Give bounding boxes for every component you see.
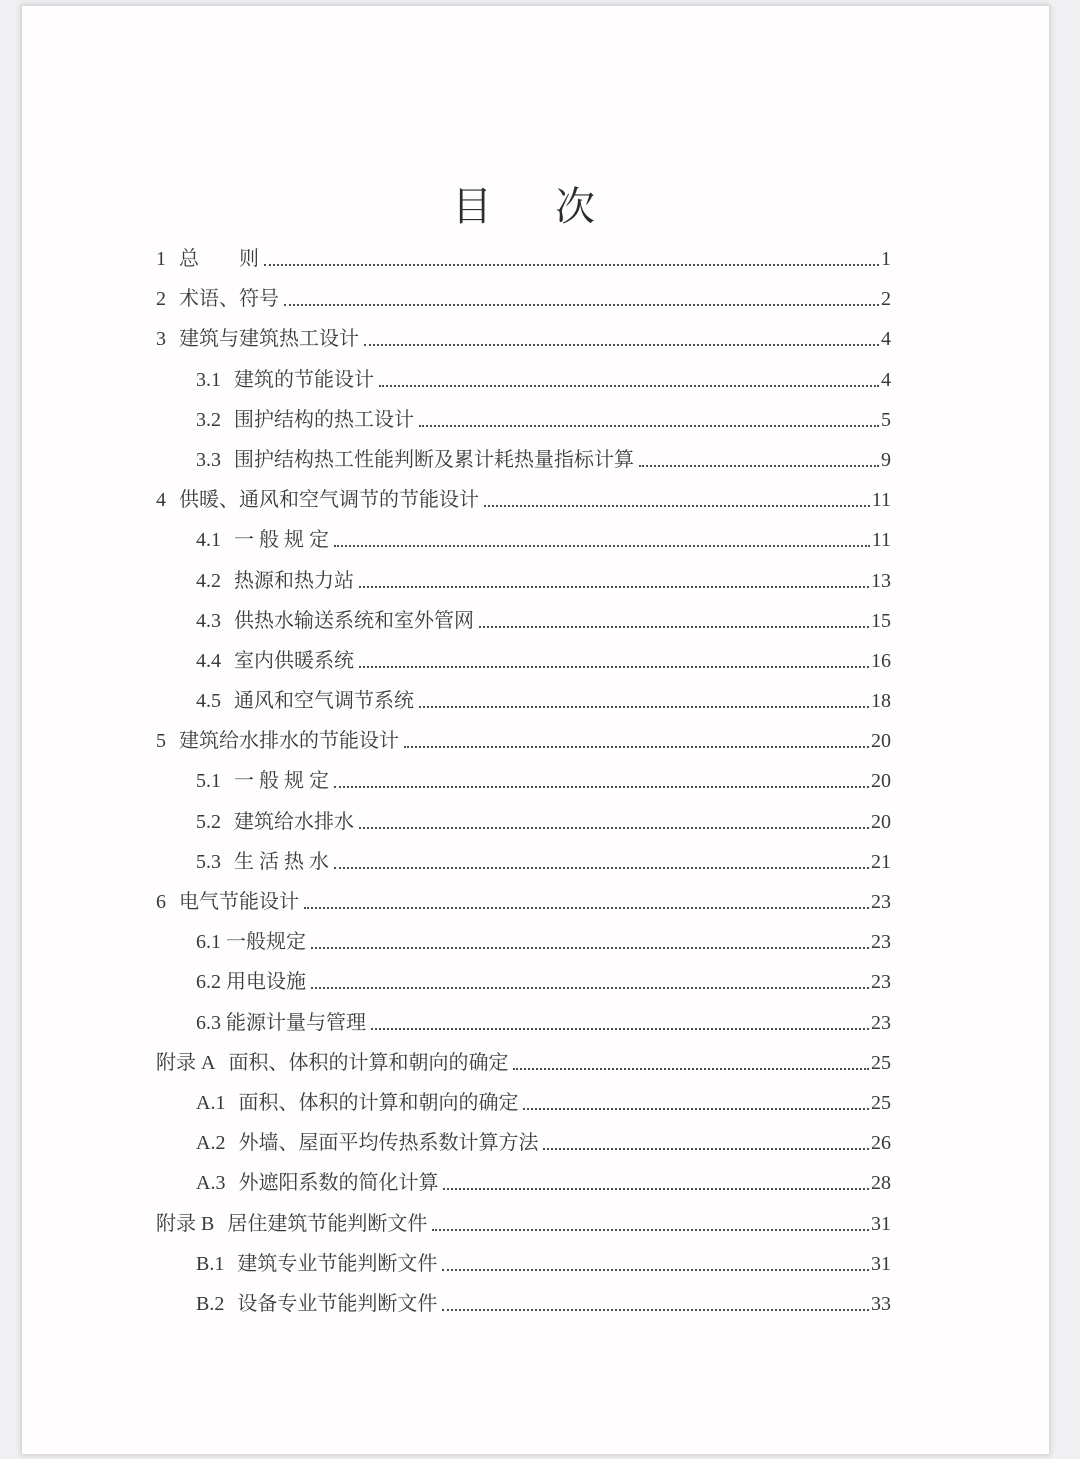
toc-entry-title: 总 则 [179, 248, 259, 270]
toc-entry [156, 1010, 891, 1036]
toc-entry-title: 建筑给水排水 [234, 810, 354, 833]
toc-entry-title: 生 活 热 水 [234, 850, 329, 873]
toc-entry-number: 4.5 [196, 690, 221, 713]
toc-entry [156, 286, 891, 312]
toc-entry-number: 4 [156, 489, 166, 512]
dotted-leader [264, 264, 879, 266]
toc-entry-title: 建筑专业节能判断文件 [237, 1252, 438, 1275]
toc-entry-title: 建筑给水排水的节能设计 [179, 730, 399, 753]
toc-entry-title: 外墙、屋面平均传热系数计算方法 [238, 1132, 539, 1155]
toc-entry-title: 电气节能设计 [179, 891, 299, 913]
toc-entry-number: 5.1 [196, 770, 221, 793]
toc-entry-title: 供暖、通风和空气调节的节能设计 [179, 489, 479, 512]
page-title [156, 184, 891, 229]
toc-entry-page: 31 [871, 1212, 891, 1235]
toc-entry [156, 728, 891, 754]
toc-entry [156, 1291, 891, 1317]
table-of-contents [156, 246, 891, 1317]
toc-entry [156, 407, 891, 433]
toc-entry-page: 11 [871, 529, 891, 552]
toc-entry [156, 688, 891, 714]
toc-entry-page: 20 [871, 810, 891, 833]
toc-entry-number: 附录 B [156, 1212, 215, 1235]
toc-entry-title: 术语、符号 [179, 288, 279, 311]
dotted-leader [284, 304, 879, 306]
toc-entry-page: 31 [871, 1252, 891, 1275]
toc-entry [156, 1050, 891, 1076]
toc-entry [156, 889, 891, 915]
toc-entry-number: A.2 [196, 1132, 226, 1155]
toc-entry-number: 附录 A [156, 1051, 216, 1074]
dotted-leader [639, 465, 879, 467]
toc-entry [156, 1090, 891, 1116]
toc-entry [156, 568, 891, 594]
toc-entry-page: 4 [881, 328, 891, 351]
toc-entry-page: 4 [881, 368, 891, 391]
toc-entry-title: 室内供暖系统 [234, 649, 354, 672]
toc-entry-page: 11 [871, 489, 891, 512]
toc-entry [156, 447, 891, 473]
dotted-leader [371, 1028, 869, 1030]
toc-entry-page: 23 [871, 891, 891, 913]
toc-entry-number: A.3 [196, 1172, 226, 1195]
toc-entry-page: 23 [871, 971, 891, 994]
dotted-leader [359, 666, 869, 668]
title-char-second: 次 [555, 184, 595, 229]
toc-entry-page: 33 [871, 1292, 891, 1315]
dotted-leader [311, 947, 869, 949]
toc-entry-title: 居住建筑节能判断文件 [227, 1212, 428, 1235]
toc-entry-number: 5 [156, 730, 166, 753]
toc-entry [156, 809, 891, 835]
toc-entry-number: 6.3 [196, 1011, 221, 1034]
dotted-leader [311, 987, 869, 989]
toc-entry-title: 建筑与建筑热工设计 [179, 328, 359, 351]
toc-entry [156, 326, 891, 352]
toc-entry-number: 2 [156, 288, 166, 311]
dotted-leader [419, 706, 869, 708]
toc-entry-page: 18 [871, 690, 891, 713]
toc-entry-title: 建筑的节能设计 [234, 368, 374, 391]
toc-entry [156, 367, 891, 393]
toc-entry-page: 13 [871, 569, 891, 592]
dotted-leader [432, 1229, 869, 1231]
toc-entry-number: 3.3 [196, 448, 221, 471]
toc-entry-title: 一般规定 [226, 931, 306, 954]
dotted-leader [334, 867, 869, 869]
toc-entry-number: B.2 [196, 1292, 225, 1315]
toc-entry-title: 通风和空气调节系统 [234, 690, 414, 713]
toc-entry [156, 608, 891, 634]
toc-entry-title: 能源计量与管理 [226, 1011, 366, 1034]
toc-entry-number: 1 [156, 248, 166, 270]
dotted-leader [364, 344, 879, 346]
toc-entry-title: 用电设施 [226, 971, 306, 994]
dotted-leader [334, 786, 869, 788]
toc-entry-number: 4.2 [196, 569, 221, 592]
toc-entry [156, 849, 891, 875]
toc-entry-title: 热源和热力站 [234, 569, 354, 592]
toc-entry-title: 设备专业节能判断文件 [237, 1292, 438, 1315]
dotted-leader [513, 1068, 869, 1070]
toc-entry-number: 3.2 [196, 408, 221, 431]
toc-entry-title: 外遮阳系数的简化计算 [238, 1172, 439, 1195]
toc-entry-number: 6.2 [196, 971, 221, 994]
toc-entry-page: 25 [871, 1051, 891, 1074]
toc-entry-title: 面积、体积的计算和朝向的确定 [228, 1051, 509, 1074]
toc-entry-number: 6 [156, 891, 166, 913]
toc-entry-page: 16 [871, 649, 891, 672]
toc-entry-page: 15 [871, 609, 891, 632]
toc-entry-page: 26 [871, 1132, 891, 1155]
dotted-leader [359, 827, 869, 829]
toc-entry-page: 23 [871, 1011, 891, 1034]
toc-entry-page: 25 [871, 1091, 891, 1114]
toc-entry [156, 1170, 891, 1196]
dotted-leader [479, 626, 869, 628]
dotted-leader [404, 746, 869, 748]
dotted-leader [334, 545, 870, 547]
toc-entry [156, 527, 891, 553]
toc-entry-page: 28 [871, 1172, 891, 1195]
dotted-leader [359, 586, 869, 588]
toc-entry-page: 5 [881, 408, 891, 431]
toc-entry-number: 4.4 [196, 649, 221, 672]
toc-entry-page: 2 [881, 288, 891, 311]
toc-entry [156, 969, 891, 995]
dotted-leader [443, 1188, 869, 1190]
toc-entry-number: 3 [156, 328, 166, 351]
document-page [21, 5, 1050, 1455]
toc-entry-number: A.1 [196, 1091, 226, 1114]
toc-entry [156, 929, 891, 955]
dotted-leader [442, 1269, 869, 1271]
dotted-leader [379, 385, 879, 387]
toc-entry-number: 4.3 [196, 609, 221, 632]
toc-entry [156, 1211, 891, 1237]
toc-entry-page: 21 [871, 850, 891, 873]
toc-entry-page: 20 [871, 770, 891, 793]
toc-entry-page: 23 [871, 931, 891, 954]
toc-entry [156, 768, 891, 794]
dotted-leader [523, 1108, 869, 1110]
toc-entry-title: 一 般 规 定 [234, 529, 329, 552]
toc-entry [156, 1251, 891, 1277]
toc-entry [156, 648, 891, 674]
title-char-first: 目 [452, 184, 492, 229]
toc-entry-page: 1 [881, 248, 891, 270]
toc-entry-number: 5.2 [196, 810, 221, 833]
toc-entry-number: 4.1 [196, 529, 221, 552]
toc-entry-number: B.1 [196, 1252, 225, 1275]
toc-entry-page: 20 [871, 730, 891, 753]
dotted-leader [543, 1148, 869, 1150]
toc-entry-title: 围护结构热工性能判断及累计耗热量指标计算 [234, 448, 634, 471]
dotted-leader [484, 505, 870, 507]
toc-entry-title: 供热水输送系统和室外管网 [234, 609, 474, 632]
dotted-leader [304, 907, 869, 909]
toc-entry [156, 1130, 891, 1156]
toc-entry-page: 9 [881, 448, 891, 471]
toc-entry-number: 6.1 [196, 931, 221, 954]
toc-entry [156, 487, 891, 513]
toc-entry-title: 围护结构的热工设计 [234, 408, 414, 431]
toc-entry-title: 面积、体积的计算和朝向的确定 [238, 1091, 519, 1114]
toc-entry-number: 5.3 [196, 850, 221, 873]
toc-entry-title: 一 般 规 定 [234, 770, 329, 793]
toc-entry [156, 246, 891, 272]
dotted-leader [419, 425, 879, 427]
dotted-leader [442, 1309, 869, 1311]
toc-entry-number: 3.1 [196, 368, 221, 391]
